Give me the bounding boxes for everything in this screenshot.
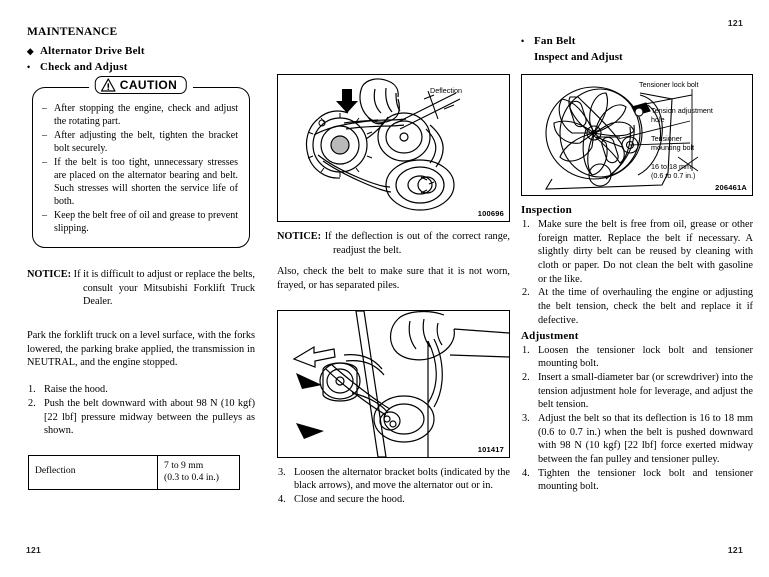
list-item: Raise the hood. [44,384,108,396]
list-item: Make sure the belt is free from oil, grease or other foreign matter. Replace the belt if necessary. A slightly dirty belt can be reused by cleaning with cloth or paper. Do not clean the belt with gasoline or the like. [538,219,753,285]
caution-block [32,78,250,248]
topic-heading [27,45,255,57]
alternator-bracket-bolts-drawing [278,311,509,457]
fan-belt-tensioner-drawing [522,75,752,195]
spec-value-imperial: (0.3 to 0.4 in.) [164,471,219,483]
spec-value-metric: 7 to 9 mm [164,459,204,471]
topic-title: Alternator Drive Belt [40,45,145,57]
warning-triangle-icon [101,78,116,92]
figure-id: 101417 [477,444,504,454]
inspection-heading: Inspection [521,204,572,216]
figure-id: 100696 [477,209,504,218]
caution-item: – After stopping the engine, check and adjust the rotating part. [42,102,238,128]
list-item: Close and secure the hood. [294,494,405,506]
caution-box [32,87,250,248]
figure-fan-belt-tensioner [521,74,753,196]
figure-alternator-deflection [277,74,510,222]
list-item: Adjust the belt so that its deflection is 16 to 18 mm (0.6 to 0.7 in.) when the belt is pushed downward with 98 N (10 kgf) [22 lbf] force exerted midway between the fan pulley and tensioner pulley. [538,412,753,465]
left-column [27,26,255,490]
deflection-callout: Deflection [430,86,462,95]
list-item: Loosen the tensioner lock bolt and tensioner mounting bolt. [538,344,753,370]
middle-column [277,26,510,507]
spec-key: Deflection [29,455,158,489]
middle-steps-list [277,466,510,507]
figure-id: 206461A [715,183,747,192]
notice-block [27,268,255,309]
notice-text: If it is difficult to adjust or replace the belts, consult your Mitsubishi Forklift Truck Dealer. [73,269,255,308]
caution-label: CAUTION [119,78,178,92]
notice-text: If the deflection is out of the correct range, readjust the belt. [324,231,510,256]
inspection-steps-list [521,218,753,328]
right-column [521,26,753,494]
caution-item: – Keep the belt free of oil and grease to prevent slipping. [42,209,238,235]
caution-badge [95,76,187,94]
belt-check-paragraph: Also, check the belt to make sure that it is not worn, frayed, or has separated piles. [277,266,510,292]
notice-label: NOTICE: [27,269,72,280]
callout-tensioner-mounting-bolt: Tensioner mounting bolt [651,134,695,152]
page-number-bottom-left: 121 [26,545,42,555]
subtopic-title: Inspect and Adjust [534,51,623,63]
list-item: Insert a small-diameter bar (or screwdriver) into the tension adjustment hole for leverage, and adjust the belt tension. [538,371,753,411]
page-number-bottom-right: 121 [727,545,743,555]
topic-heading [521,35,753,47]
deflection-spec-table [28,455,240,490]
callout-deflection-imperial: (0.6 to 0.7 in.) [651,171,696,180]
callout-tensioner-lock-bolt: Tensioner lock bolt [639,80,699,89]
page-number-top-right: 121 [727,18,743,28]
callout-tension-adjustment-hole: Tension adjustment hole [651,106,713,124]
subtopic-title: Check and Adjust [40,61,128,73]
notice-block [277,230,510,257]
caution-item: – If the belt is too tight, unnecessary stresses are placed on the alternator bearing and belt. Such stresses will shorten the service life of both. [42,156,238,208]
list-item: Push the belt downward with about 98 N (10 kgf) [22 lbf] pressure midway between the pulleys as shown. [44,397,255,437]
subtopic-heading [27,61,255,73]
topic-title: Fan Belt [534,35,576,47]
adjustment-steps-list [521,344,753,495]
setup-paragraph: Park the forklift truck on a level surface, with the forks lowered, the parking brake applied, the transmission in NEUTRAL, and the engine stopped. [27,330,255,369]
notice-label: NOTICE: [277,231,322,242]
dot-bullet-icon: • [521,36,525,46]
callout-deflection-metric: 16 to 18 mm [651,162,691,171]
list-item: At the time of overhauling the engine or adjusting the belt tension, check the belt and replace it if defective. [538,287,753,326]
figure-alternator-bracket [277,310,510,458]
caution-item-list [42,102,238,235]
press-down-arrow-icon [336,89,358,113]
adjustment-heading: Adjustment [521,329,579,342]
list-item: Tighten the tensioner lock bolt and tensioner mounting bolt. [538,467,753,493]
spec-value [158,455,240,489]
list-item: Loosen the alternator bracket bolts (indicated by the black arrows), and move the alternator out or in. [294,466,510,492]
dot-bullet-icon: • [27,62,31,72]
left-steps-list [27,383,255,438]
table-row [29,455,240,489]
alternator-belt-deflection-drawing [278,75,509,221]
caution-item: – After adjusting the belt, tighten the bracket bolt securely. [42,129,238,155]
diamond-bullet-icon: ◆ [27,46,34,56]
section-title: MAINTENANCE [27,26,118,38]
